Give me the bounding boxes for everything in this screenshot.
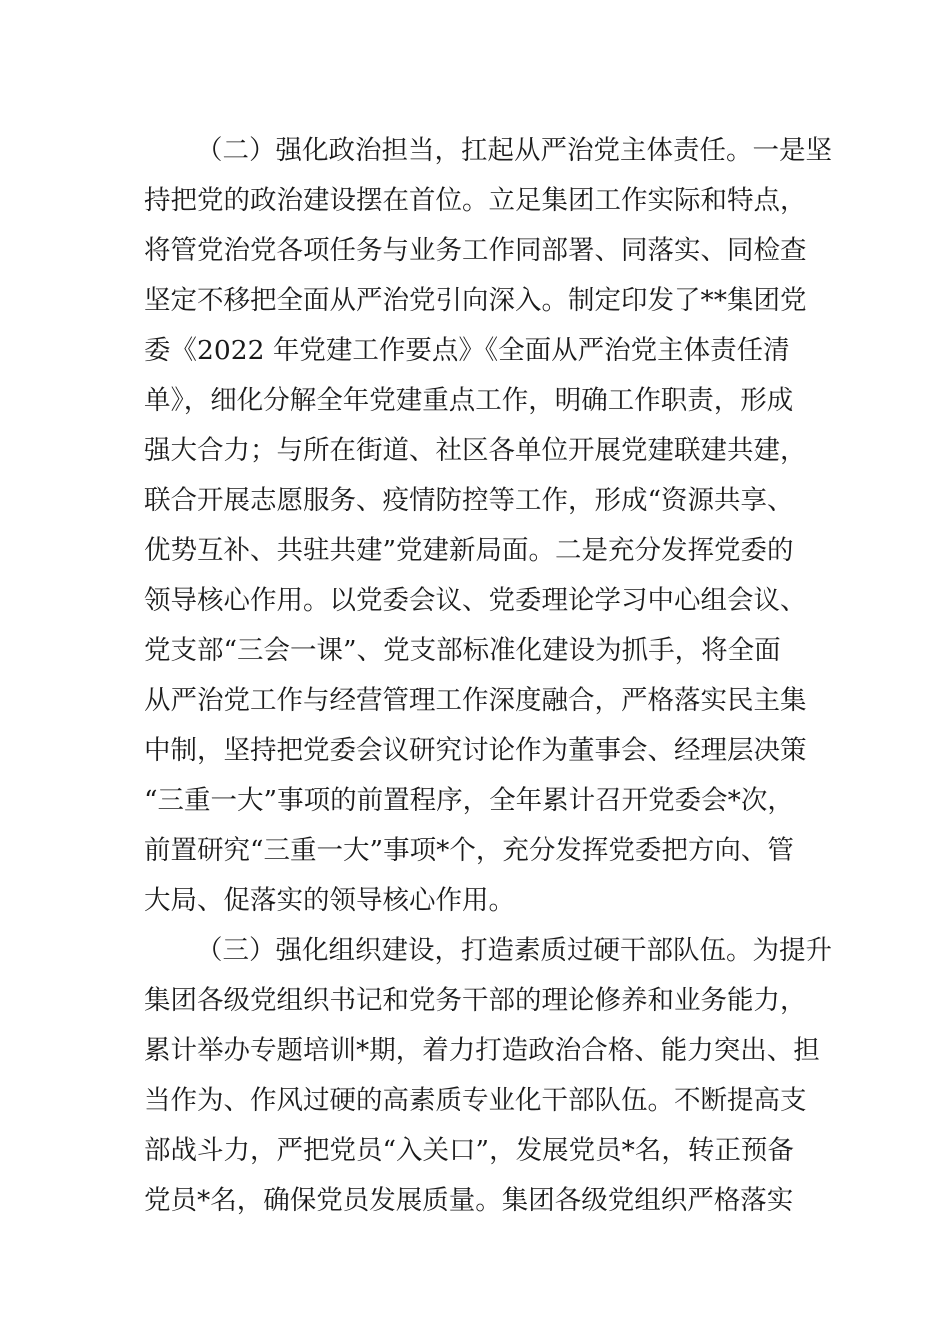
text-line: 联合开展志愿服务、疫情防控等工作，形成“资源共享、 [144, 485, 794, 516]
text-line: 领导核心作用。以党委会议、党委理论学习中心组会议、 [144, 585, 807, 616]
text-line: 党员*名，确保党员发展质量。集团各级党组织严格落实 [144, 1185, 794, 1216]
text-line: 委《2022 年党建工作要点》《全面从严治党主体责任清 [144, 335, 790, 366]
text-line: 大局、促落实的领导核心作用。 [144, 885, 515, 916]
text-line: 将管党治党各项任务与业务工作同部署、同落实、同检查 [144, 235, 807, 266]
text-line: （二）强化政治担当，扛起从严治党主体责任。一是坚 [196, 135, 832, 166]
text-line: 党支部“三会一课”、党支部标准化建设为抓手，将全面 [144, 635, 781, 666]
text-line: 中制，坚持把党委会议研究讨论作为董事会、经理层决策 [144, 735, 807, 766]
text-line: 集团各级党组织书记和党务干部的理论修养和业务能力， [144, 985, 807, 1016]
text-line: 单》，细化分解全年党建重点工作，明确工作职责，形成 [144, 385, 794, 416]
text-line: 持把党的政治建设摆在首位。立足集团工作实际和特点， [144, 185, 807, 216]
text-line: 坚定不移把全面从严治党引向深入。制定印发了**集团党 [144, 285, 807, 316]
text-line: 累计举办专题培训*期，着力打造政治合格、能力突出、担 [144, 1035, 820, 1066]
text-line: “三重一大”事项的前置程序，全年累计召开党委会*次， [144, 785, 794, 816]
text-line: 部战斗力，严把党员“入关口”，发展党员*名，转正预备 [144, 1135, 794, 1166]
text-line: （三）强化组织建设，打造素质过硬干部队伍。为提升 [196, 935, 832, 966]
text-line: 当作为、作风过硬的高素质专业化干部队伍。不断提高支 [144, 1085, 807, 1116]
text-line: 前置研究“三重一大”事项*个，充分发挥党委把方向、管 [144, 835, 794, 866]
text-line: 优势互补、共驻共建”党建新局面。二是充分发挥党委的 [144, 535, 794, 566]
text-line: 强大合力；与所在街道、社区各单位开展党建联建共建， [144, 435, 807, 466]
text-line: 从严治党工作与经营管理工作深度融合，严格落实民主集 [144, 685, 807, 716]
